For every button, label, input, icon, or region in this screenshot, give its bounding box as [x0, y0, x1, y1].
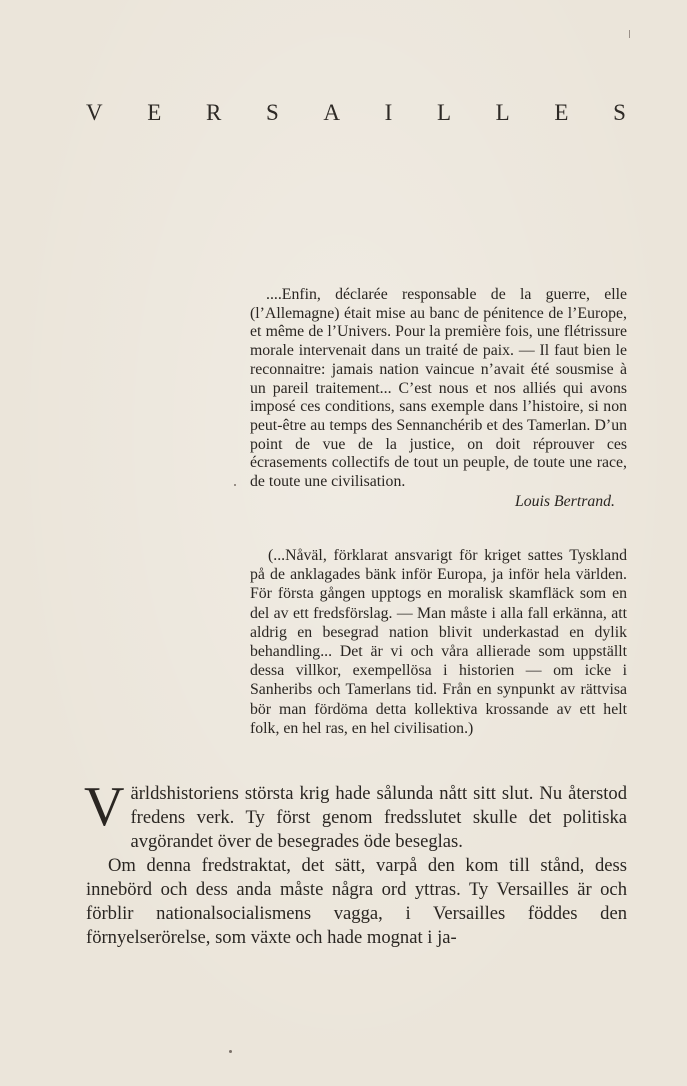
body-paragraph	[84, 776, 627, 853]
title-letter: S	[613, 100, 626, 125]
title-letter: L	[436, 100, 452, 125]
title-letter: E	[147, 100, 162, 125]
body-paragraph: Om denna fredstraktat, det sätt, varpå den kom till stånd, dess innebörd och dess anda måste några ord yttras. Ty Versailles är och förblir nationalsocialismens vagga, i Versailles föddes den förnyelserörelse, som växte och hade mognat i ja-	[86, 855, 627, 948]
swedish-translation	[250, 546, 627, 738]
french-quote-text: ....Enfin, déclarée responsable de la guerre, elle (l’Allemagne) était mise au banc de pénitence de l’Europe, et même de l’Univers. Pour la première fois, une flétrissure morale intervenait dans un traité de paix. — Il faut bien le reconnaitre: jamais nation vaincue n’avait été sousmise à un pareil traitement... C’est nous et nos alliés qui avons imposé ces conditions, sans exemple dans l’histoire, si non peut-être au temps des Sennanchérib et des Tamerlan. D’un point de vue de la justice, on doit réprouver ces écrasements collectifs de tout un peuple, de toute une race, de toute une civilisation.	[250, 286, 627, 491]
chapter-body	[84, 776, 627, 950]
paragraph-text: ärldshistoriens största krig hade sålunda nått sitt slut. Nu återstod fredens verk. Ty först genom fredsslutet skulle det politiska avgörandet över de besegrades öde beseglas.	[130, 783, 627, 852]
title-letter: I	[384, 100, 393, 125]
chapter-title	[86, 100, 626, 126]
drop-cap: V	[84, 776, 125, 838]
paper-mark	[629, 30, 630, 38]
paper-speck	[234, 484, 236, 486]
title-letter: E	[554, 100, 569, 125]
title-letter: L	[495, 100, 510, 125]
title-letter: S	[265, 100, 279, 125]
title-letter: V	[86, 100, 103, 125]
swedish-quote-text: (...Nåväl, förklarat ansvarigt för kriget sattes Tyskland på de anklagades bänk inför Europa, ja inför hela världen. För första gången upptogs en moralisk skamfläck som en del av ett fredsförslag. — Man måste i alla fall erkänna, att aldrig en besegrad nation blivit underkastad en dylik behandling... Det är vi och våra allierade som uppställt dessa villkor, exempellösa i historien — om icke i Sanheribs och Tamerlans tid. Från en synpunkt av rättvisa bör man fördöma detta kollektiva krossande av ett helt folk, en hel ras, en hel civilisation.)	[250, 547, 627, 737]
paper-speck	[229, 1050, 232, 1053]
quote-attribution: Louis Bertrand.	[514, 492, 615, 510]
title-letter: A	[323, 100, 341, 125]
french-epigraph	[250, 286, 627, 511]
title-letter: R	[205, 100, 222, 125]
